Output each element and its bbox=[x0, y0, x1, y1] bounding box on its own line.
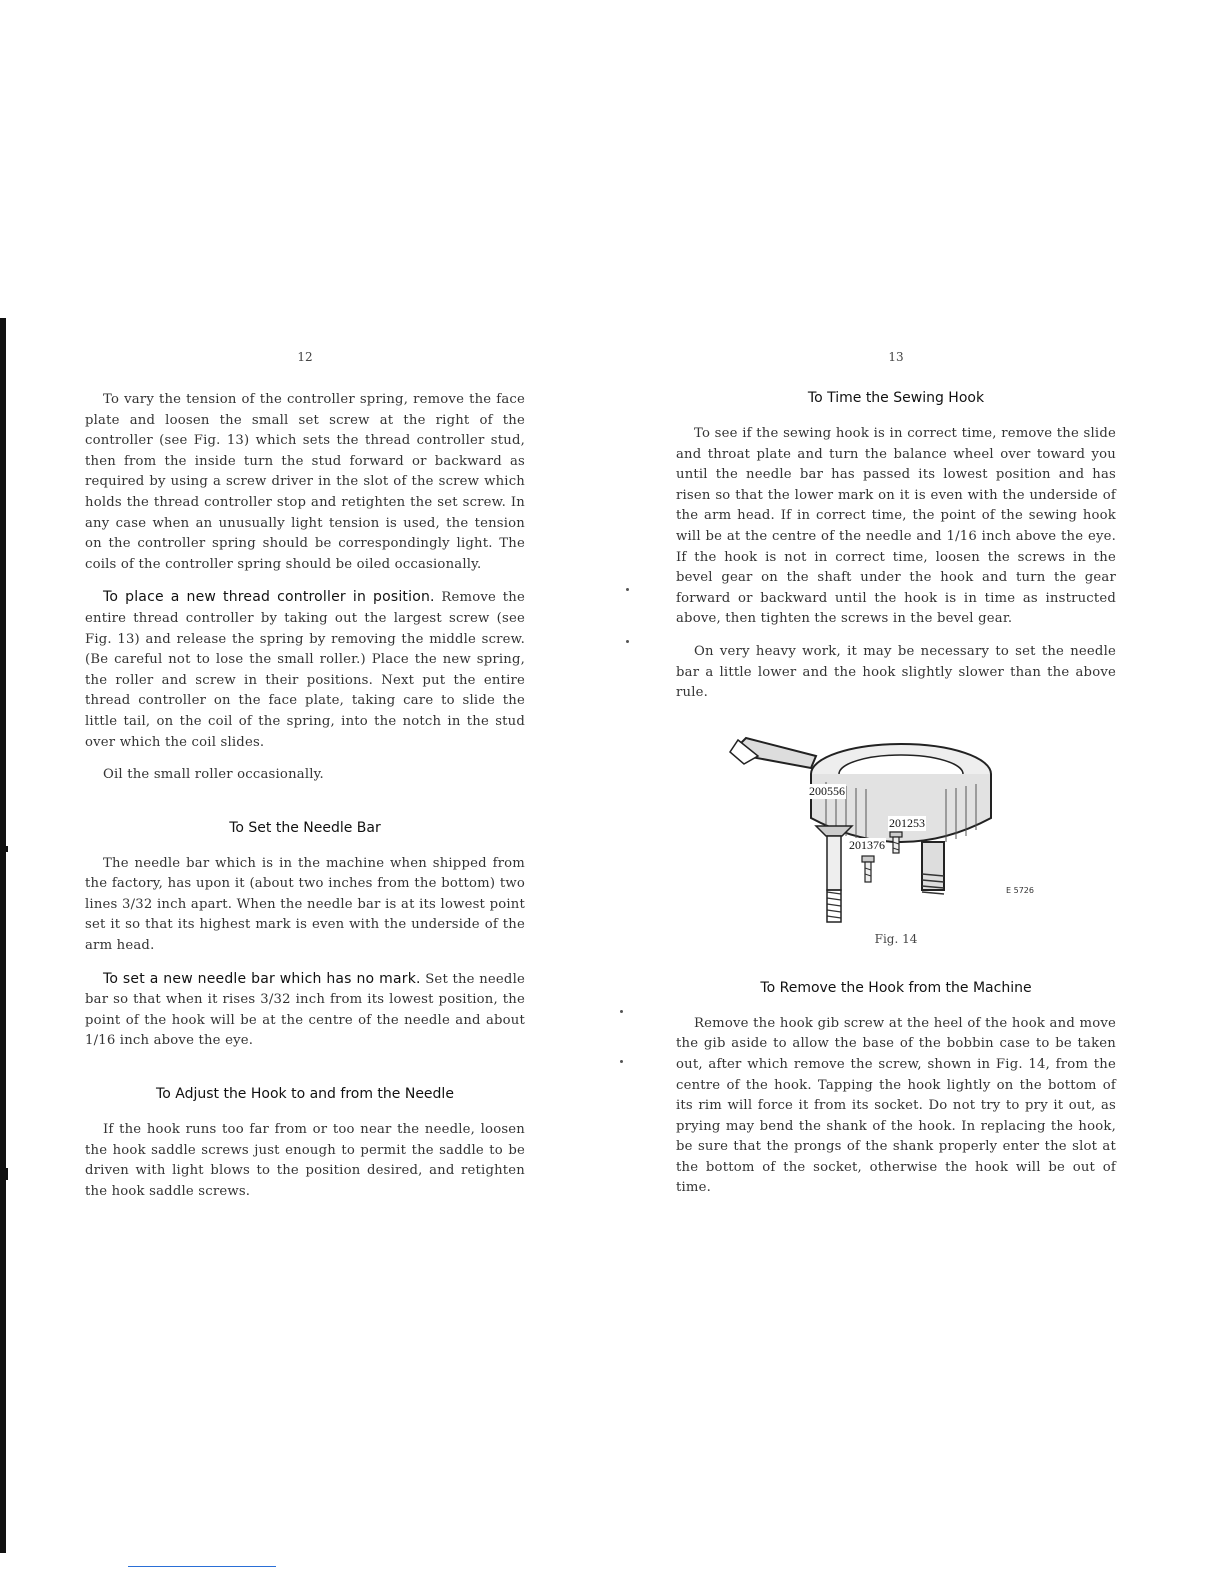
part-label-201253: 201253 bbox=[889, 815, 925, 830]
adjust-hook-text: If the hook runs too far from or too near the needle, loosen the hook saddle screws just enough to permit the saddle to be driven with light blows to the position desired, and retighten the hook saddle screws. bbox=[85, 1122, 525, 1199]
part-label-201376: 201376 bbox=[849, 837, 885, 852]
scan-speck bbox=[626, 640, 629, 643]
scan-speck bbox=[620, 1060, 623, 1063]
scan-edge-tick bbox=[0, 846, 8, 852]
bottom-link-underline bbox=[128, 1566, 276, 1567]
right-page bbox=[676, 350, 1116, 1211]
time-hook-paragraph-2: On very heavy work, it may be necessary to set the needle bar a little lower and the hook slightly slower than the above rule. bbox=[676, 643, 1116, 701]
figure-code: E 5726 bbox=[1006, 885, 1034, 895]
time-hook-heading: To Time the Sewing Hook bbox=[807, 390, 985, 406]
scan-speck bbox=[626, 588, 629, 591]
time-hook-paragraph-1: To see if the sewing hook is in correct time, remove the slide and throat plate and turn the balance wheel over toward you until the needle bar has passed its lowest position and has risen so that the lower mark on it is even with the underside of the arm head. If in correct time, the point of the sewing hook will be at the centre of the needle and 1/16 inch above the eye. If the hook is not in correct time, loosen the screws in the bevel gear on the shaft under the hook and turn the gear forward or backward until the hook is in time as instructed above, then tighten the screws in the bevel gear. bbox=[676, 426, 1116, 627]
adjust-hook-heading: To Adjust the Hook to and from the Needle bbox=[156, 1086, 454, 1103]
new-needle-bar-text: Set the needle bar so that when it rises 3/32 inch from its lowest position, the point of the hook will be at the centre of the needle and about 1/16 inch above the eye. bbox=[85, 971, 525, 1049]
new-needle-bar-heading: To set a new needle bar which has no mark. bbox=[103, 970, 421, 987]
page-number-13: 13 bbox=[888, 350, 904, 364]
page-number-12: 12 bbox=[297, 350, 313, 364]
scan-edge-tick bbox=[0, 1168, 8, 1180]
oil-roller-note: Oil the small roller occasionally. bbox=[103, 767, 324, 783]
place-controller-paragraph bbox=[85, 587, 525, 753]
sewing-hook-figure bbox=[676, 726, 1116, 926]
set-needle-bar-text: The needle bar which is in the machine when shipped from the factory, has upon it (about two inches from the bottom) two lines 3/32 inch apart. When the needle bar is at its lowest point set it so that its highest mark is even with the underside of the arm head. bbox=[85, 855, 525, 954]
remove-hook-text: Remove the hook gib screw at the heel of the hook and move the gib aside to allow the base of the bobbin case to be taken out, after which remove the screw, shown in Fig. 14, from the centre of the hook. Tapping the hook lightly on the bottom of its rim will force it from its socket. Do not try to pry it out, as prying may bend the shank of the hook. In replacing the hook, be sure that the prongs of the shank properly enter the slot at the bottom of the socket, otherwise the hook will be out of time. bbox=[676, 1015, 1116, 1196]
new-needle-bar-paragraph bbox=[85, 969, 525, 1052]
scan-edge-bar bbox=[0, 318, 6, 1553]
controller-tension-paragraph: To vary the tension of the controller spring, remove the face plate and loosen the small set screw at the right of the controller (see Fig. 13) which sets the thread controller stud, then from the inside turn the stud forward or backward as required by using a screw driver in the slot of the screw which holds the thread controller stop and retighten the set screw. In any case when an unusually light tension is used, the tension on the controller spring should be correspondingly light. The coils of the controller spring should be oiled occasionally. bbox=[85, 392, 525, 572]
set-needle-bar-heading: To Set the Needle Bar bbox=[229, 819, 381, 836]
part-label-200556: 200556 bbox=[809, 783, 845, 798]
remove-hook-heading: To Remove the Hook from the Machine bbox=[760, 979, 1032, 996]
left-page bbox=[85, 350, 525, 1214]
place-controller-text: Remove the entire thread controller by taking out the largest screw (see Fig. 13) and release the spring by removing the middle screw. (Be careful not to lose the small roller.) Place the new spring, the roller and screw in their positions. Next put the entire thread controller on the face plate, taking care to slide the little tail, on the coil of the spring, into the notch in the stud over which the coil slides. bbox=[85, 590, 525, 750]
scan-speck bbox=[620, 1010, 623, 1013]
figure-caption: Fig. 14 bbox=[874, 931, 918, 946]
place-controller-heading: To place a new thread controller in position. bbox=[103, 589, 435, 606]
